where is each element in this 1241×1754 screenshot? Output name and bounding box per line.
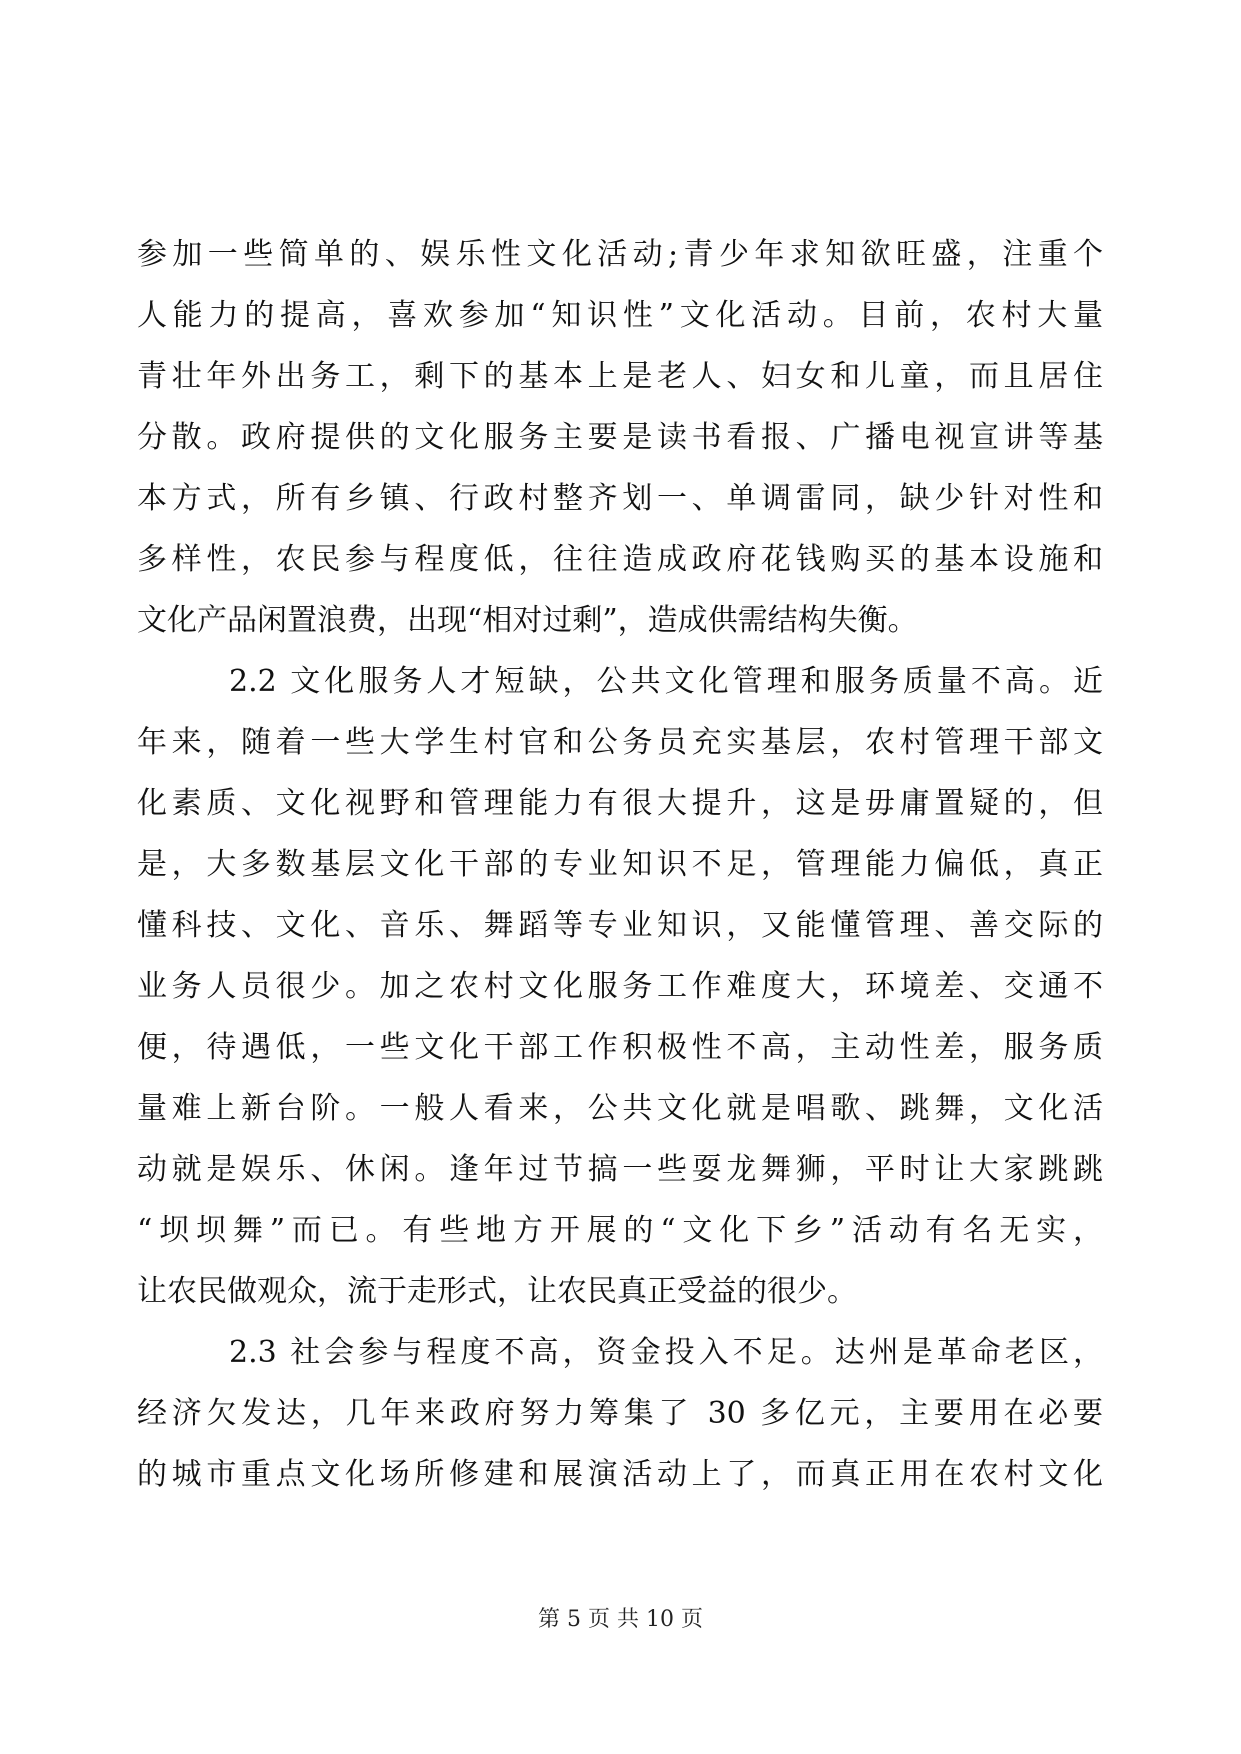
text-line: 懂科技、文化、音乐、舞蹈等专业知识，又能懂管理、善交际的 (137, 908, 1103, 943)
page-number-footer: 第 5 页 共 10 页 (538, 1607, 703, 1632)
text-line: 文化产品闲置浪费，出现“相对过剩”，造成供需结构失衡。 (137, 603, 918, 638)
section-heading-line: 2.2 文化服务人才短缺，公共文化管理和服务质量不高。近 (229, 664, 1103, 699)
text-line: 年来，随着一些大学生村官和公务员充实基层，农村管理干部文 (137, 725, 1103, 760)
text-line: 经济欠发达，几年来政府努力筹集了 30 多亿元，主要用在必要 (137, 1396, 1103, 1431)
text-line: 的城市重点文化场所修建和展演活动上了，而真正用在农村文化 (137, 1457, 1103, 1492)
section-heading-line: 2.3 社会参与程度不高，资金投入不足。达州是革命老区， (229, 1335, 1103, 1370)
text-line: 量难上新台阶。一般人看来，公共文化就是唱歌、跳舞，文化活 (137, 1091, 1103, 1126)
text-line: 青壮年外出务工，剩下的基本上是老人、妇女和儿童，而且居住 (137, 359, 1103, 394)
text-line: 业务人员很少。加之农村文化服务工作难度大，环境差、交通不 (137, 969, 1103, 1004)
text-line: 便，待遇低，一些文化干部工作积极性不高，主动性差，服务质 (137, 1030, 1103, 1065)
text-line: 化素质、文化视野和管理能力有很大提升，这是毋庸置疑的，但 (137, 786, 1103, 821)
text-line: 人能力的提高，喜欢参加“知识性”文化活动。目前，农村大量 (137, 298, 1103, 333)
text-line: 让农民做观众，流于走形式，让农民真正受益的很少。 (137, 1274, 857, 1309)
text-line: “坝坝舞”而已。有些地方开展的“文化下乡”活动有名无实， (137, 1213, 1103, 1248)
text-line: 是，大多数基层文化干部的专业知识不足，管理能力偏低，真正 (137, 847, 1103, 882)
document-body (137, 224, 1103, 1524)
text-line: 参加一些简单的、娱乐性文化活动;青少年求知欲旺盛，注重个 (137, 237, 1103, 272)
text-line: 多样性，农民参与程度低，往往造成政府花钱购买的基本设施和 (137, 542, 1103, 577)
text-line: 本方式，所有乡镇、行政村整齐划一、单调雷同，缺少针对性和 (137, 481, 1103, 516)
text-line: 分散。政府提供的文化服务主要是读书看报、广播电视宣讲等基 (137, 420, 1103, 455)
text-line: 动就是娱乐、休闲。逢年过节搞一些耍龙舞狮，平时让大家跳跳 (137, 1152, 1103, 1187)
